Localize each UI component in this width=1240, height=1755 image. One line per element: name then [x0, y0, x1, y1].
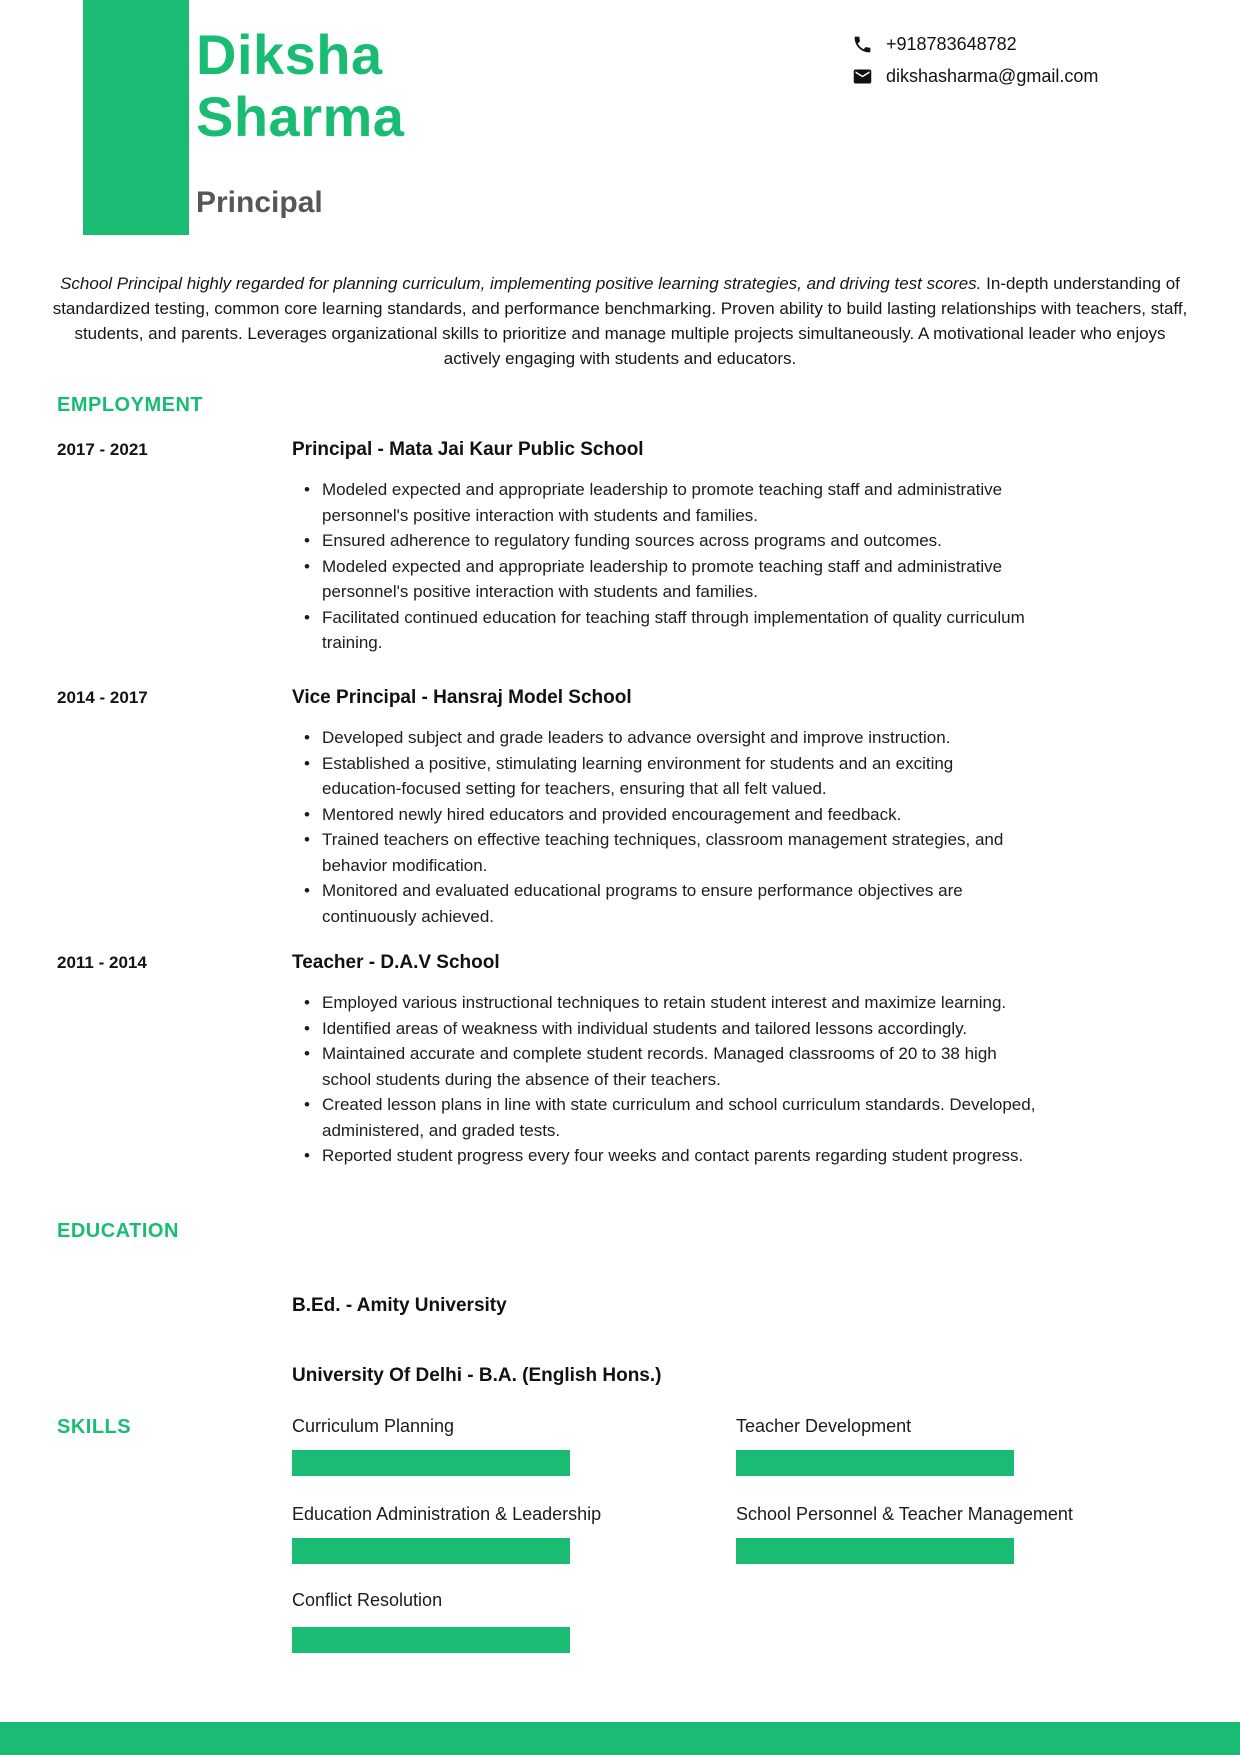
bullet-item: • Facilitated continued education for teaching staff through implementation of quality curriculum training. — [292, 605, 1037, 656]
job-body — [292, 951, 1037, 1169]
education-item: B.Ed. - Amity University — [292, 1295, 507, 1316]
job-bullet-list — [292, 725, 1037, 929]
bullet-item: • Established a positive, stimulating learning environment for students and an exciting education-focused setting for teachers, ensuring that all felt valued. — [292, 751, 1037, 802]
bullet-item: • Reported student progress every four weeks and contact parents regarding student progress. — [292, 1143, 1037, 1169]
job-entry — [57, 686, 1197, 929]
skill-label: School Personnel & Teacher Management — [736, 1504, 1073, 1524]
contact-email-row — [852, 66, 1098, 87]
job-title: Vice Principal - Hansraj Model School — [292, 687, 632, 708]
email-address: dikshasharma@gmail.com — [886, 66, 1099, 86]
bullet-item: • Monitored and evaluated educational programs to ensure performance objectives are continuously achieved. — [292, 878, 1037, 929]
job-dates: 2017 - 2021 — [57, 440, 148, 459]
person-first-name: Diksha — [196, 23, 383, 86]
skills-section-heading: SKILLS — [57, 1416, 132, 1438]
employment-section-heading: EMPLOYMENT — [57, 394, 204, 416]
skill-label: Conflict Resolution — [292, 1590, 443, 1610]
header-accent-block — [83, 0, 189, 235]
bullet-item: • Employed various instructional techniques to retain student interest and maximize learning. — [292, 990, 1037, 1016]
bullet-item: • Modeled expected and appropriate leadership to promote teaching staff and administrative personnel's positive interaction with students and families. — [292, 477, 1037, 528]
profile-summary-rest: In-depth understanding of standardized testing, common core learning standards, and performance benchmarking. Proven ability to build lasting relationships with teachers, staff, students, and parents. Leverages organizational skills to prioritize and manage multiple projects simultaneously. A motivational leader who enjoys actively engaging with students and educators. — [52, 274, 1188, 368]
bullet-item: • Mentored newly hired educators and provided encouragement and feedback. — [292, 802, 1037, 828]
bullet-item: • Developed subject and grade leaders to advance oversight and improve instruction. — [292, 725, 1037, 751]
email-icon — [852, 66, 873, 87]
bullet-item: • Trained teachers on effective teaching techniques, classroom management strategies, and behavior modification. — [292, 827, 1037, 878]
job-title: Principal - Mata Jai Kaur Public School — [292, 439, 644, 460]
bullet-item: • Ensured adherence to regulatory funding sources across programs and outcomes. — [292, 528, 1037, 554]
bullet-item: • Identified areas of weakness with individual students and tailored lessons accordingly. — [292, 1016, 1037, 1042]
job-entry — [57, 951, 1197, 1169]
contact-phone-row — [852, 34, 1098, 55]
phone-icon — [852, 34, 873, 55]
job-role-title: Principal — [196, 186, 323, 219]
skill-level-bar — [292, 1450, 570, 1476]
skill-level-bar — [292, 1627, 570, 1653]
skill-label: Teacher Development — [736, 1416, 912, 1436]
bullet-item: • Modeled expected and appropriate leadership to promote teaching staff and administrative personnel's positive interaction with students and families. — [292, 554, 1037, 605]
bullet-item: • Created lesson plans in line with state curriculum and school curriculum standards. Developed, administered, and graded tests. — [292, 1092, 1037, 1143]
skill-label: Curriculum Planning — [292, 1416, 455, 1436]
job-body — [292, 438, 1037, 656]
phone-number: +918783648782 — [886, 34, 1017, 54]
profile-summary — [50, 271, 1190, 371]
job-bullet-list — [292, 477, 1037, 656]
education-section-heading: EDUCATION — [57, 1220, 179, 1242]
bullet-item: • Maintained accurate and complete student records. Managed classrooms of 20 to 38 high school students during the absence of their teachers. — [292, 1041, 1037, 1092]
job-dates: 2011 - 2014 — [57, 953, 147, 972]
skill-level-bar — [736, 1538, 1014, 1564]
person-name — [196, 24, 404, 148]
person-last-name: Sharma — [196, 85, 405, 148]
skill-level-bar — [736, 1450, 1014, 1476]
job-bullet-list — [292, 990, 1037, 1169]
education-item: University Of Delhi - B.A. (English Hons.) — [292, 1365, 662, 1386]
job-body — [292, 686, 1037, 929]
job-entry — [57, 438, 1197, 656]
job-title: Teacher - D.A.V School — [292, 952, 500, 973]
profile-summary-lead: School Principal highly regarded for planning curriculum, implementing positive learning strategies, and driving test scores. — [60, 274, 982, 293]
job-dates: 2014 - 2017 — [57, 688, 148, 707]
skill-label: Education Administration & Leadership — [292, 1504, 602, 1524]
skill-level-bar — [292, 1538, 570, 1564]
footer-accent-strip — [0, 1722, 1240, 1755]
contact-block — [852, 34, 1098, 98]
